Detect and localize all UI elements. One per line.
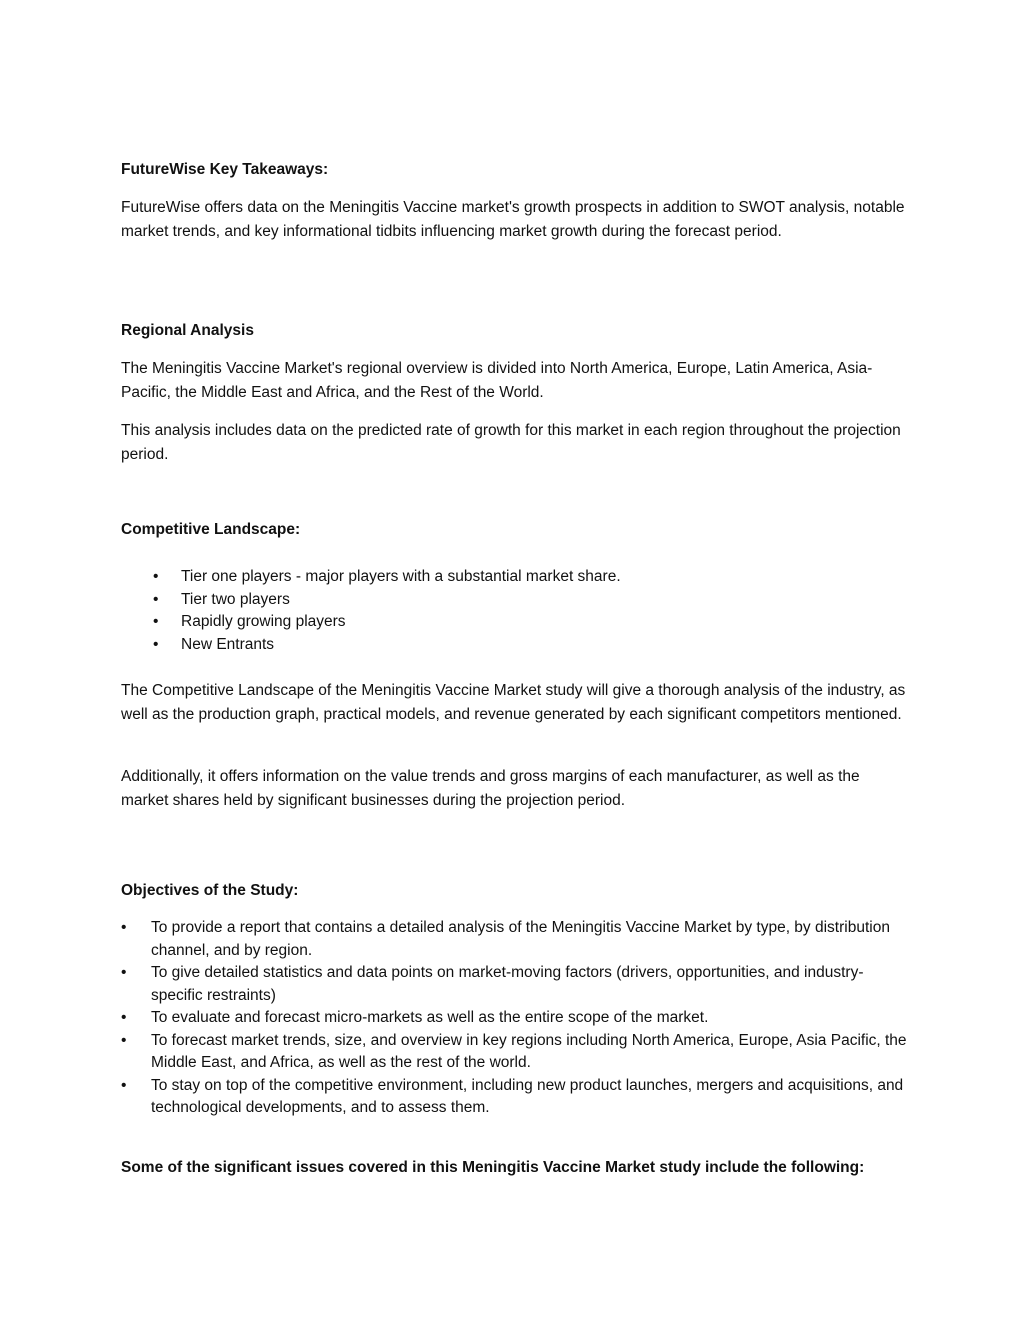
competitive-paragraph-2: Additionally, it offers information on the value trends and gross margins of each manufacturer, as well as the market shares held by significant businesses during the projection period. (121, 768, 860, 809)
bullet-marker: • (121, 1031, 127, 1049)
bullet-marker: • (121, 1009, 127, 1026)
bullet-marker: • (153, 613, 159, 630)
significant-issues-heading: Some of the significant issues covered in this Meningitis Vaccine Market study include the following: (121, 1159, 865, 1176)
list-item (121, 917, 911, 962)
list-item (121, 634, 621, 657)
objectives-list (121, 917, 911, 1120)
takeaways-heading: FutureWise Key Takeaways: (121, 161, 329, 178)
list-item (121, 1007, 911, 1030)
regional-paragraph-2: This analysis includes data on the predicted rate of growth for this market in each region throughout the projection period. (121, 422, 901, 463)
list-item-text: To stay on top of the competitive environment, including new product launches, mergers and acquisitions, and technological developments, and to assess them. (151, 1076, 904, 1116)
list-item (121, 611, 621, 634)
list-item-text: New Entrants (181, 635, 275, 653)
competitive-bullet-list (121, 566, 621, 656)
bullet-marker: • (153, 590, 159, 608)
list-item-text: Tier one players - major players with a substantial market share. (181, 568, 621, 585)
list-item (121, 1075, 911, 1120)
bullet-marker: • (153, 568, 159, 585)
takeaways-paragraph: FutureWise offers data on the Meningitis Vaccine market's growth prospects in addition to SWOT analysis, notable market trends, and key informational tidbits influencing market growth during the forecast period. (121, 199, 905, 240)
list-item-text: To evaluate and forecast micro-markets as well as the entire scope of the market. (151, 1009, 709, 1026)
competitive-paragraph-1: The Competitive Landscape of the Meningitis Vaccine Market study will give a thorough analysis of the industry, as well as the production graph, practical models, and revenue generated by each significant competitors mentioned. (121, 682, 906, 723)
list-item-text: Rapidly growing players (181, 613, 346, 630)
list-item (121, 1030, 911, 1075)
bullet-marker: • (121, 919, 127, 936)
regional-analysis-heading: Regional Analysis (121, 322, 254, 339)
list-item-text: To forecast market trends, size, and overview in key regions including North America, Europe, Asia Pacific, the Middle East, and Africa, as well as the rest of the world. (151, 1031, 907, 1071)
list-item-text: Tier two players (181, 590, 290, 608)
bullet-marker: • (153, 635, 159, 653)
bullet-marker: • (121, 1076, 127, 1094)
list-item (121, 566, 621, 589)
list-item-text: To provide a report that contains a detailed analysis of the Meningitis Vaccine Market by type, by distribution channel, and by region. (151, 919, 890, 959)
bullet-marker: • (121, 964, 127, 981)
objectives-heading: Objectives of the Study: (121, 882, 299, 899)
competitive-landscape-heading: Competitive Landscape: (121, 521, 301, 538)
list-item (121, 589, 621, 612)
list-item-text: To give detailed statistics and data points on market-moving factors (drivers, opportunities, and industry-specific restraints) (151, 964, 864, 1004)
regional-paragraph-1: The Meningitis Vaccine Market's regional overview is divided into North America, Europe, Latin America, Asia-Pacific, the Middle East and Africa, and the Rest of the World. (121, 360, 873, 401)
list-item (121, 962, 911, 1007)
